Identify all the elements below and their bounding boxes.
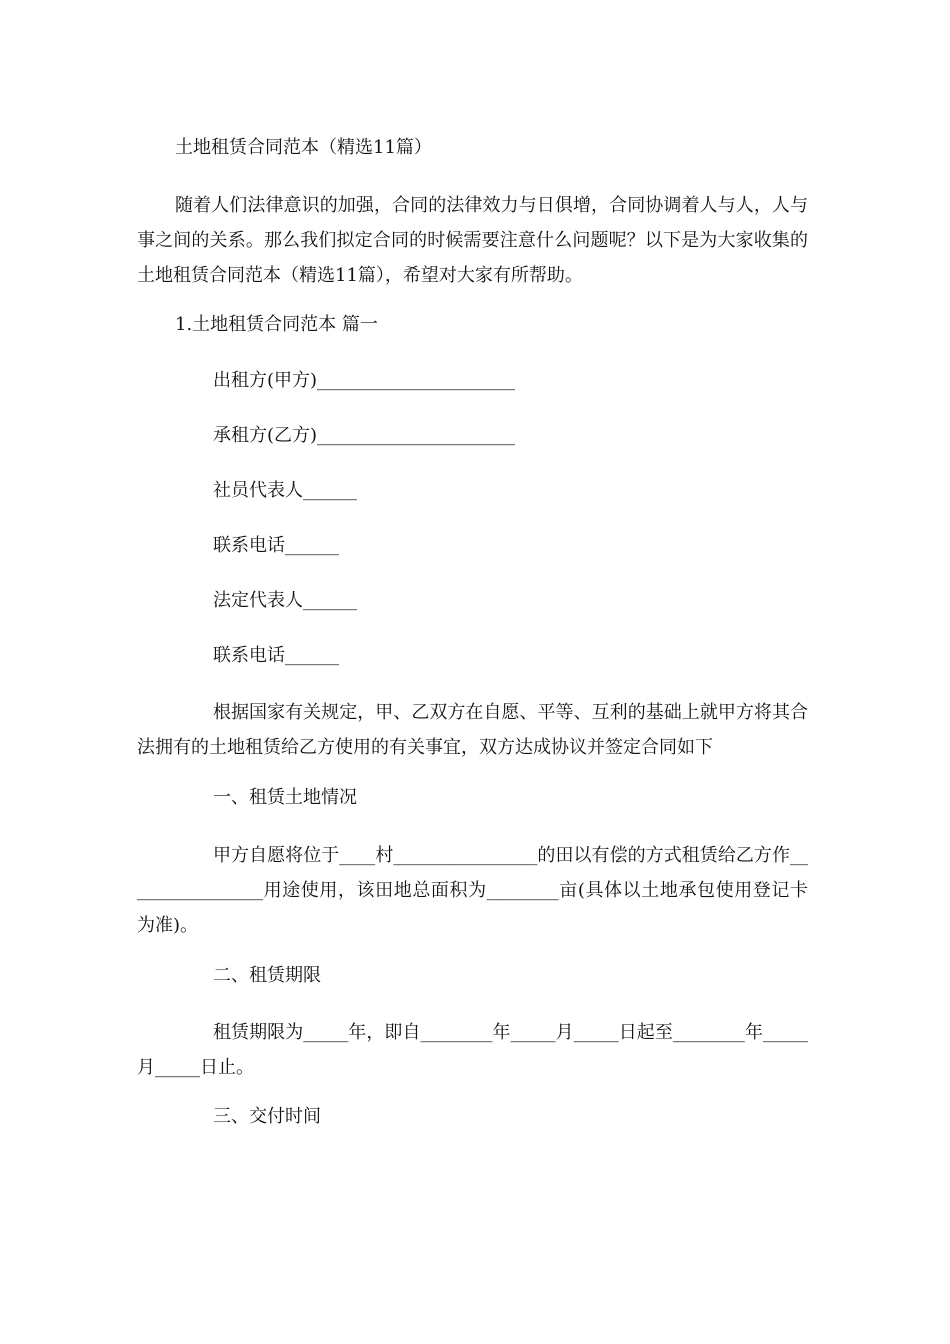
clause-body: 租赁期限为_____年，即自________年_____月_____日起至________年_____月_____日止。 (137, 1022, 808, 1078)
document-title: 土地租赁合同范本（精选11篇） (175, 137, 432, 158)
intro-paragraph: 随着人们法律意识的加强，合同的法律效力与日俱增，合同协调着人与人，人与事之间的关系。那么我们拟定合同的时候需要注意什么问题呢？以下是为大家收集的土地租赁合同范本（精选11篇），希望对大家有所帮助。 (137, 195, 808, 286)
member-representative-field: 社员代表人______ (213, 480, 357, 501)
clause-heading: 一、租赁土地情况 (213, 787, 357, 808)
clause-body: 甲方自愿将位于____村________________的田以有偿的方式租赁给乙方作________________用途使用，该田地总面积为________亩(具体以土地承包使用登记卡为准)。 (137, 845, 808, 936)
section-title: 1.土地租赁合同范本 篇一 (175, 314, 378, 335)
contact-phone-field: 联系电话______ (213, 535, 339, 556)
clause-heading: 二、租赁期限 (213, 965, 321, 986)
contact-phone-field: 联系电话______ (213, 645, 339, 666)
lessee-field: 承租方(乙方)______________________ (213, 425, 516, 446)
legal-representative-field: 法定代表人______ (213, 590, 357, 611)
basis-paragraph: 根据国家有关规定，甲、乙双方在自愿、平等、互利的基础上就甲方将其合法拥有的土地租赁给乙方使用的有关事宜，双方达成协议并签定合同如下 (137, 702, 808, 758)
lessor-field: 出租方(甲方)______________________ (213, 370, 516, 391)
clause-heading: 三、交付时间 (213, 1106, 321, 1127)
